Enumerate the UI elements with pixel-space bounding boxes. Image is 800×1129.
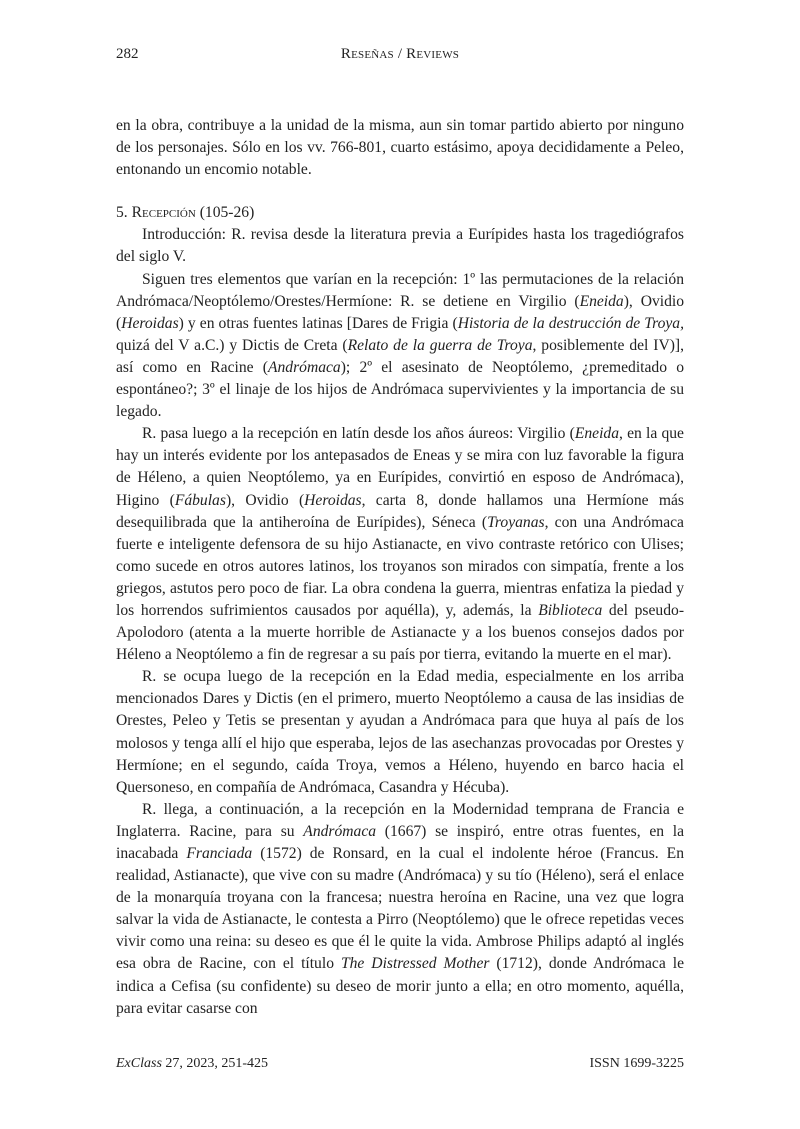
section-heading: [116, 202, 684, 224]
text-run: en la obra, contribuye a la unidad de la misma, aun sin tomar partido abierto por ninguno de los personajes. Sólo en los vv. 766-801, cuarto estásimo, apoya decididamente a Peleo, entonando un encomio notable.: [116, 117, 684, 179]
text-run: R. se ocupa luego de la recepción en la Edad media, especialmente en los arriba mencionados Dares y Dictis (en el primero, muerto Neoptólemo a causa de las insidias de Orestes, Peleo y Tetis se presentan y ayudan a Andrómaca para que huya al país de los molosos y tenga allí el hijo que esperaba, lejos de las asechanzas provocadas por Orestes y Hermíone; en el segundo, caída Troya, vemos a Héleno, huyendo en barco hacia el Quersoneso, en compañía de Andrómaca, Casandra y Hécuba).: [116, 668, 684, 796]
text-run: quizá del V a.C.) y Dictis de Creta (: [116, 336, 348, 354]
text-run: (1572) de Ronsard, en la cual el indolente héroe (Francus. En realidad, Astianacte), que vive con su madre (Andrómaca) y su tío (Héleno), será el enlace de la monarquía troyana con la francesa; nuestra heroína en Racine, una vez que logra salvar la vida de Astianacte, le contesta a Pirro (Neoptólemo) que le ofrece repetidas veces vivir como una reina: su deseo es que él le quite la vida. Ambrose Philips adaptó al inglés esa obra de Racine, con el título: [116, 845, 685, 973]
page-number: 282: [116, 46, 139, 62]
text-run: ) y en otras fuentes latinas [Dares de Frigia (: [178, 314, 458, 332]
text-run: ), Ovidio (: [116, 292, 685, 332]
italic-title: The Distressed Mother: [340, 955, 490, 973]
section-number: 5.: [116, 204, 128, 222]
paragraph: [116, 799, 684, 1020]
paragraph: [116, 115, 684, 181]
italic-title: Eneida: [574, 425, 619, 443]
text-run: (1667) se inspiró, entre otras fuentes, en la inacabada: [116, 822, 685, 862]
italic-title: Troyanas: [487, 513, 545, 531]
italic-title: Andrómaca: [267, 358, 341, 376]
text-run: , posiblemente del IV)], así como en Racine (: [116, 336, 685, 376]
paragraph: [116, 224, 684, 268]
volume-year-pages: 27, 2023, 251-425: [161, 1056, 269, 1071]
paragraph: [116, 269, 684, 424]
italic-title: Historia de la destrucción de Troya,: [457, 314, 685, 332]
text-run: Introducción: R. revisa desde la literatura previa a Eurípides hasta los tragediógrafos del siglo V.: [116, 226, 684, 266]
text-run: , en la que hay un interés evidente por los antepasados de Eneas y se mira con luz favorable la figura de Héleno, a quien Neoptólemo, ya en Eurípides, convirtió en esposo de Andrómaca), Higino (: [116, 425, 684, 509]
italic-title: Franciada: [186, 845, 253, 862]
journal-citation: [116, 1056, 268, 1072]
paragraph: [116, 666, 684, 799]
italic-title: Andrómaca: [303, 822, 377, 840]
italic-title: Eneida: [579, 292, 624, 310]
text-run: ), Ovidio (: [225, 491, 305, 509]
text-run: Siguen tres elementos que varían en la recepción: 1º las permutaciones de la relación Andrómaca/Neoptólemo/Orestes/Hermíone: R. se detiene en Virgilio (: [116, 270, 684, 310]
paragraph: [116, 423, 684, 666]
italic-title: Relato de la guerra de Troya: [347, 336, 533, 354]
text-run: R. llega, a continuación, a la recepción en la Modernidad temprana de Francia e Inglaterra. Racine, para su: [116, 800, 684, 840]
journal-name: ExClass: [116, 1056, 162, 1071]
text-run: , con una Andrómaca fuerte e inteligente defensora de su hijo Astianacte, en vivo contraste retórico con Ulises; como sucede en otros autores latinos, los troyanos son mirados con simpatía, frente a los griegos, astutos pero poco de fiar. La obra condena la guerra, mientras enfatiza la piedad y los horrendos sufrimientos causados por aquélla), y, además, la: [116, 513, 684, 619]
running-title: Reseñas / Reviews: [340, 46, 460, 62]
text-run: (1712), donde Andrómaca le indica a Cefisa (su confidente) su deseo de morir junto a ella; en otro momento, aquélla, para evitar casarse con: [116, 955, 684, 1017]
text-run: del pseudo-Apolodoro (atenta a la muerte horrible de Astianacte y a los buenos consejos dados por Héleno a Neoptólemo a fin de regresar a su país por tierra, evitando la muerte en el mar).: [116, 601, 685, 664]
italic-title: Biblioteca: [538, 601, 603, 619]
italic-title: Heroidas: [121, 314, 179, 332]
text-run: ); 2º el asesinato de Neoptólemo, ¿premeditado o espontáneo?; 3º el linaje de los hijos de Andrómaca supervivientes y la importancia de su legado.: [116, 358, 685, 421]
section-title: Recepción: [131, 204, 196, 222]
issn: ISSN 1699-3225: [589, 1056, 684, 1071]
text-run: R. pasa luego a la recepción en latín desde los años áureos: Virgilio (: [142, 425, 575, 443]
text-run: , carta 8, donde hallamos una Hermíone más desequilibrada que la antiheroína de Eurípides), Séneca (: [116, 491, 684, 531]
page-header: [116, 46, 684, 66]
italic-title: Heroidas: [304, 491, 362, 509]
page-body: [116, 115, 684, 1020]
section-pages: (105-26): [199, 204, 255, 222]
italic-title: Fábulas: [174, 491, 226, 509]
